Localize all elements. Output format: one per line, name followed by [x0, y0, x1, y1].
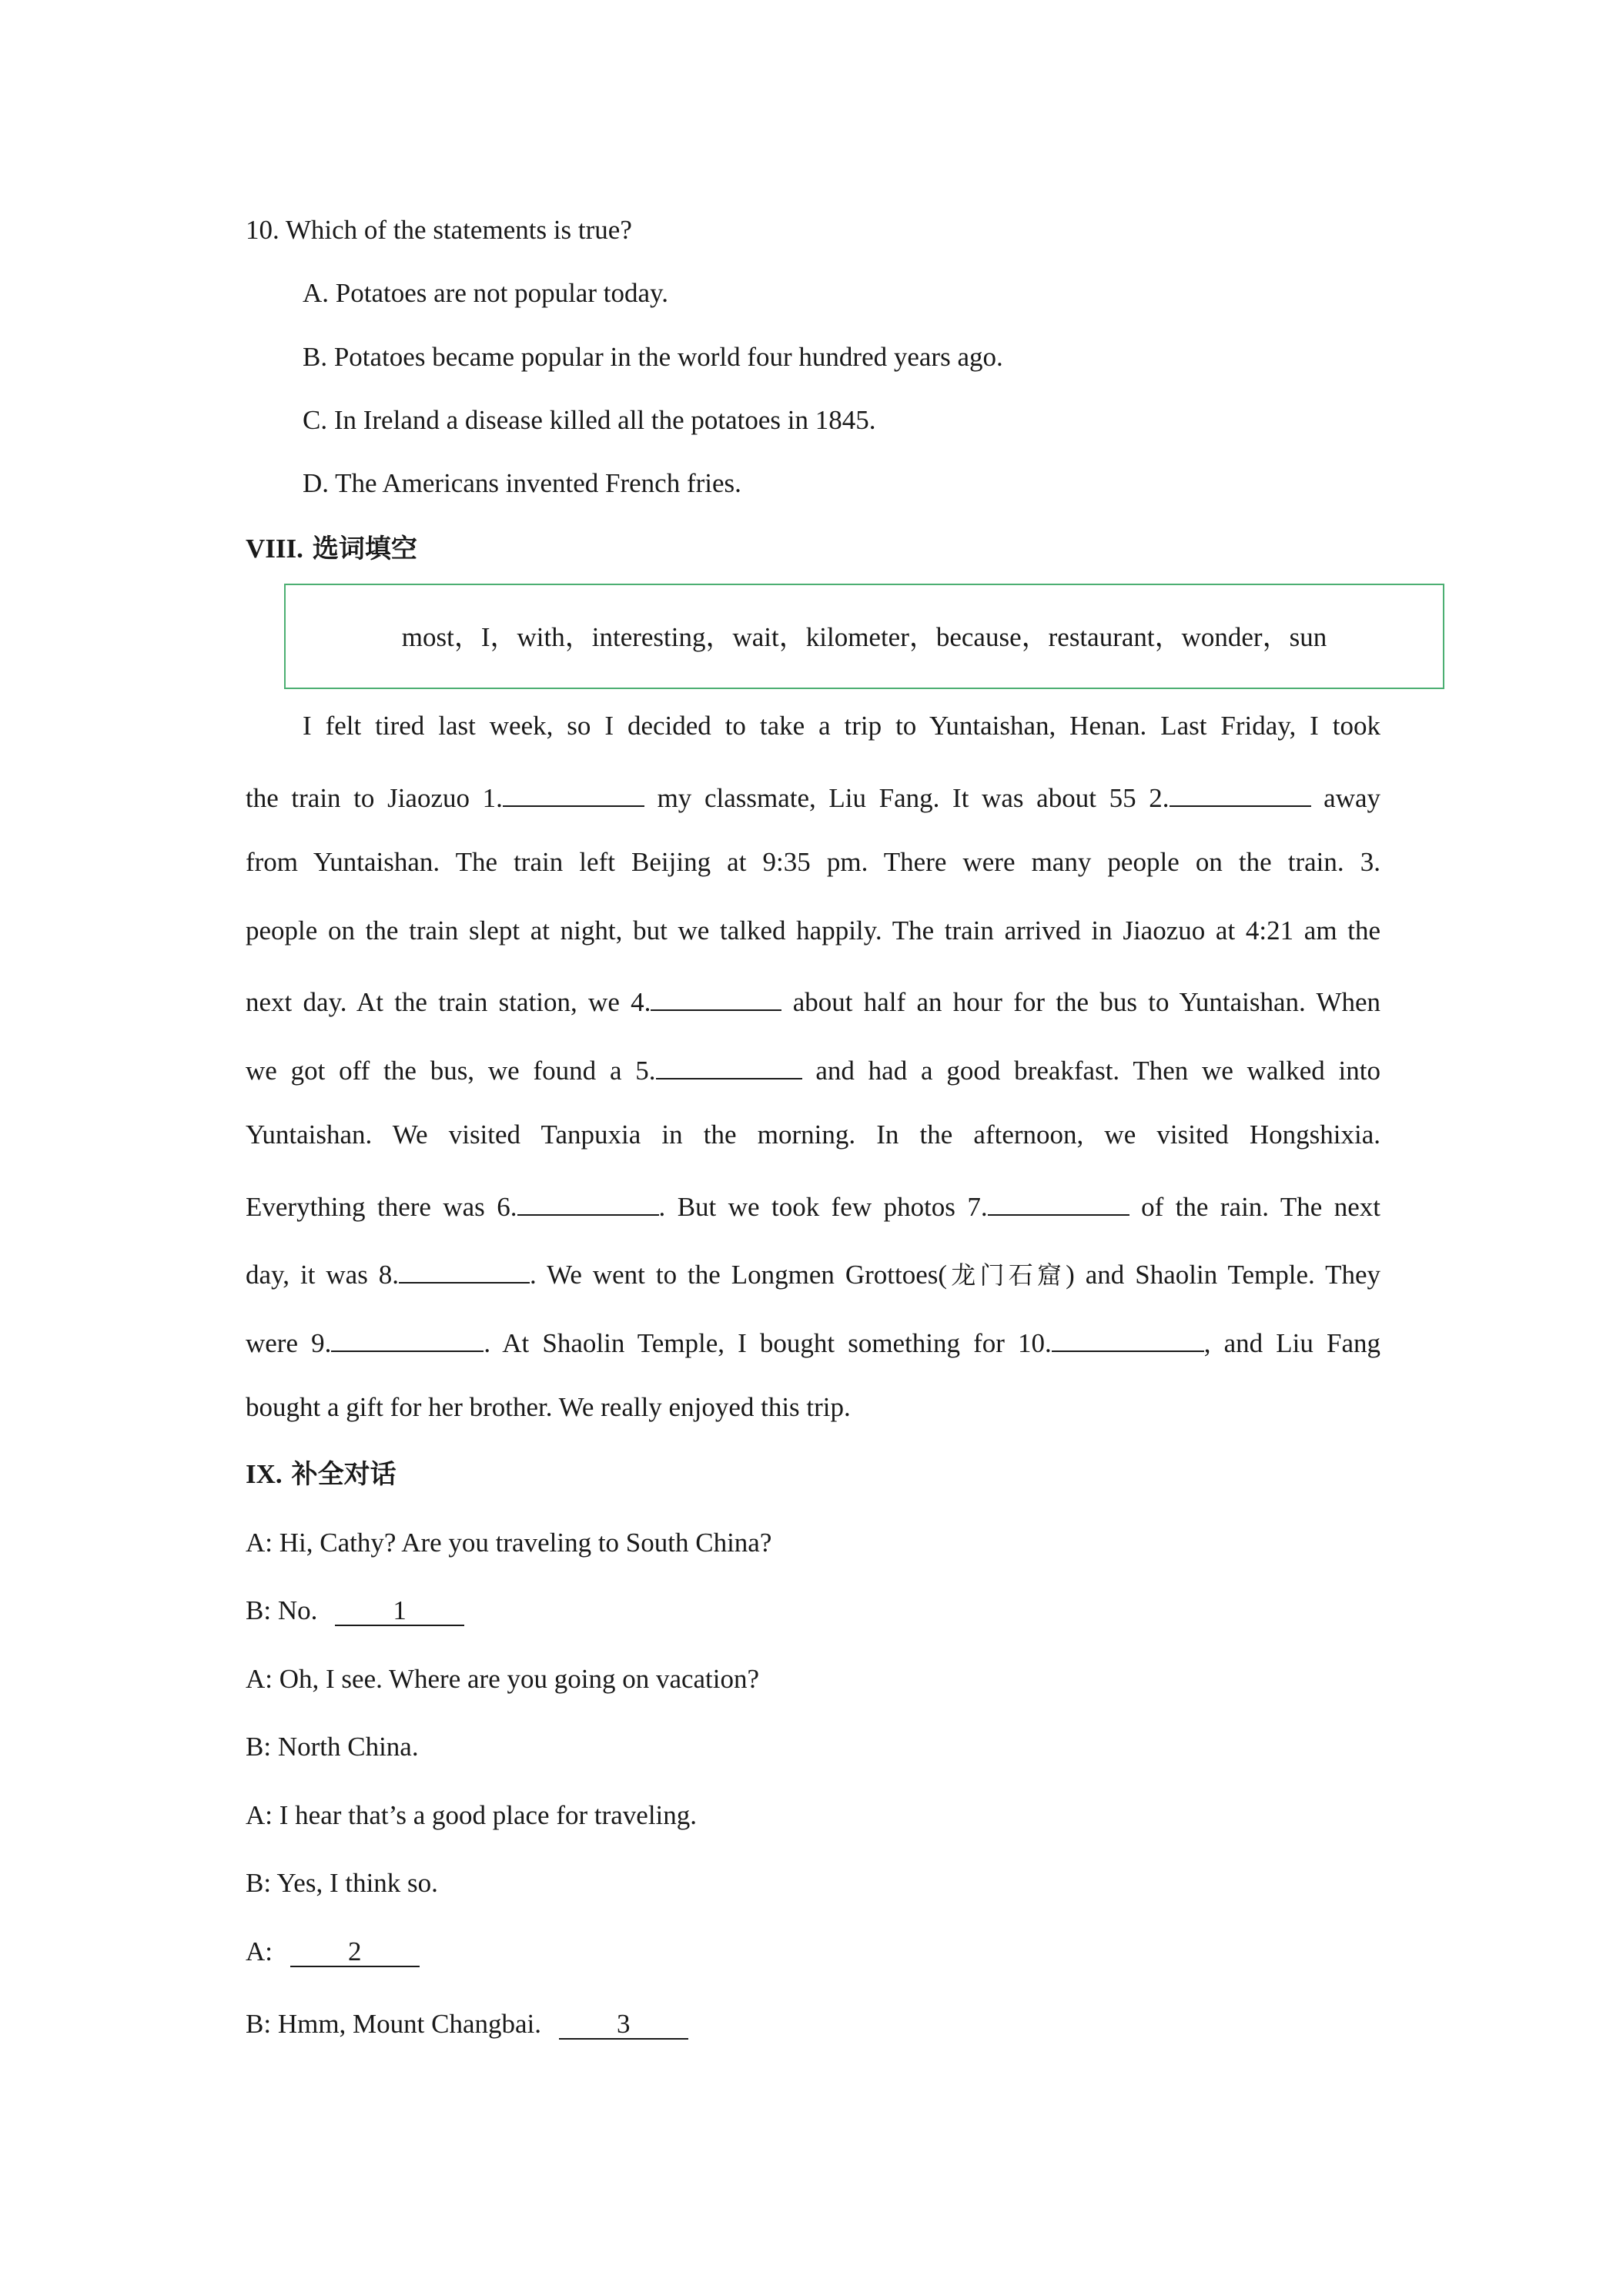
section8-heading [246, 532, 417, 566]
section8-number: VIII. [246, 534, 303, 564]
passage-line-8: Everything there was 6. . But we took few photos 7. of the rain. The next [246, 1186, 1380, 1224]
dialogue-line-7: A: 2 [246, 1935, 420, 1969]
blank-8[interactable] [399, 1254, 530, 1284]
dialogue-line-2: B: No. 1 [246, 1594, 464, 1628]
section9-number: IX. [246, 1459, 283, 1489]
passage-line-1: I felt tired last week, so I decided to take a trip to Yuntaishan, Henan. Last Friday, I took [303, 711, 1380, 741]
blank-1[interactable] [503, 778, 644, 807]
dialogue-blank-2[interactable]: 2 [290, 1938, 420, 1967]
passage-line-4: people on the train slept at night, but we talked happily. The train arrived in Jiaozuo at 4:21 am the [246, 915, 1380, 946]
passage-line-10: were 9. . At Shaolin Temple, I bought something for 10. , and Liu Fang [246, 1323, 1380, 1361]
dialogue-line-3: A: Oh, I see. Where are you going on vacation? [246, 1664, 760, 1694]
passage-line-11: bought a gift for her brother. We really enjoyed this trip. [246, 1392, 851, 1422]
dialogue-line-1: A: Hi, Cathy? Are you traveling to South China? [246, 1528, 772, 1558]
section9-title: 补全对话 [291, 1459, 397, 1490]
blank-2[interactable] [1170, 778, 1311, 807]
passage-line-5: next day. At the train station, we 4. about half an hour for the bus to Yuntaishan. When [246, 982, 1380, 1019]
q10-stem: 10. Which of the statements is true? [246, 215, 632, 245]
q10-option-a: A. Potatoes are not popular today. [303, 278, 668, 308]
q10-option-d: D. The Americans invented French fries. [303, 468, 741, 498]
passage-line-2: the train to Jiaozuo 1. my classmate, Liu Fang. It was about 55 2. away [246, 778, 1380, 815]
section8-title: 选词填空 [312, 534, 417, 564]
blank-4[interactable] [651, 982, 781, 1011]
blank-10[interactable] [1052, 1323, 1204, 1352]
dialogue-blank-3[interactable]: 3 [559, 2010, 688, 2040]
word-bank-text: most，I，with，interesting，wait，kilometer，because，restaurant，wonder，sun [401, 622, 1327, 652]
q10-option-b: B. Potatoes became popular in the world four hundred years ago. [303, 342, 1003, 372]
dialogue-line-8: B: Hmm, Mount Changbai. 3 [246, 2007, 688, 2041]
dialogue-line-5: A: I hear that’s a good place for traveling. [246, 1800, 698, 1830]
blank-9[interactable] [331, 1323, 484, 1352]
blank-7[interactable] [988, 1186, 1129, 1216]
passage-line-7: Yuntaishan. We visited Tanpuxia in the morning. In the afternoon, we visited Hongshixia. [246, 1120, 1380, 1150]
word-bank-box [284, 584, 1444, 689]
section9-heading [246, 1458, 397, 1491]
q10-option-c: C. In Ireland a disease killed all the potatoes in 1845. [303, 405, 876, 435]
passage-line-3: from Yuntaishan. The train left Beijing at 9:35 pm. There were many people on the train. 3. [246, 847, 1380, 877]
passage-line-6: we got off the bus, we found a 5. and had a good breakfast. Then we walked into [246, 1050, 1380, 1088]
dialogue-blank-1[interactable]: 1 [335, 1597, 464, 1626]
blank-6[interactable] [517, 1186, 659, 1216]
passage-line-9: day, it was 8. . We went to the Longmen Grottoes(龙门石窟) and Shaolin Temple. They [246, 1254, 1380, 1292]
blank-5[interactable] [656, 1050, 802, 1079]
dialogue-line-6: B: Yes, I think so. [246, 1868, 438, 1898]
dialogue-line-4: B: North China. [246, 1732, 419, 1762]
